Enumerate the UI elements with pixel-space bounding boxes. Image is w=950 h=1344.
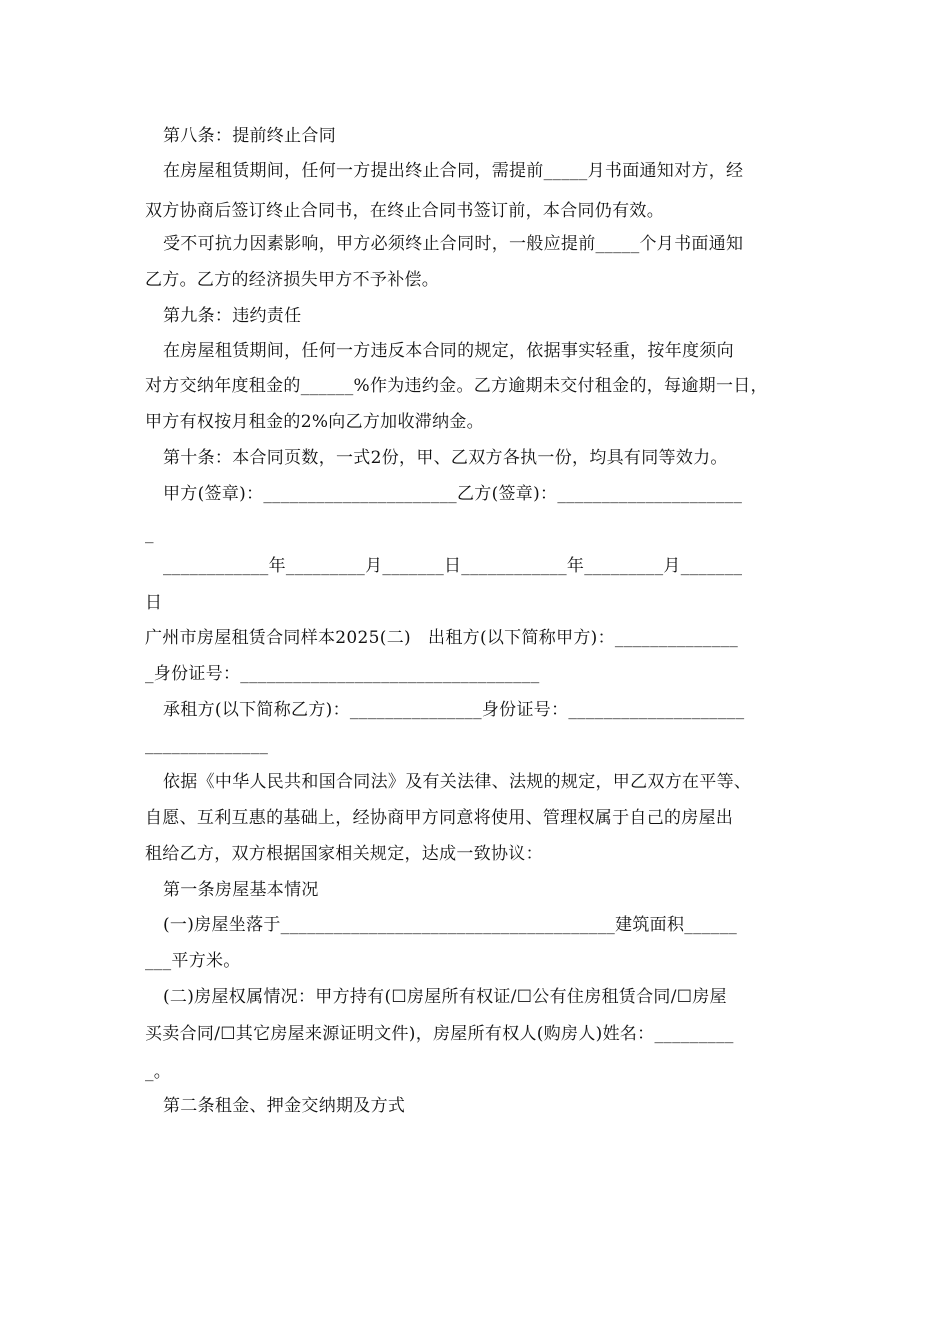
paragraph-line: ___平方米。 bbox=[145, 951, 241, 971]
paragraph-line: 双方协商后签订终止合同书，在终止合同书签订前，本合同仍有效。 bbox=[145, 201, 664, 221]
signature-line-continued: _ bbox=[145, 524, 154, 544]
article-1-heading: 第一条房屋基本情况 bbox=[163, 880, 319, 900]
contract-title-line: 广州市房屋租赁合同样本2025(二) 出租方(以下简称甲方)：______________ bbox=[145, 628, 739, 648]
date-line-continued: 日 bbox=[145, 593, 163, 613]
paragraph-line: (一)房屋坐落于______________________________________建筑面积______ bbox=[163, 915, 738, 935]
paragraph-line: 乙方。乙方的经济损失甲方不予补偿。 bbox=[145, 270, 440, 290]
lessee-line-continued: ______________ bbox=[145, 735, 269, 755]
article-10-line: 第十条：本合同页数，一式2份，甲、乙双方各执一份，均具有同等效力。 bbox=[163, 448, 728, 468]
paragraph-line: (二)房屋权属情况：甲方持有(☐房屋所有权证/☐公有住房租赁合同/☐房屋 bbox=[163, 987, 727, 1007]
lessee-line: 承租方(以下简称乙方)：_______________身份证号：____________________ bbox=[163, 700, 745, 720]
paragraph-line: 买卖合同/☐其它房屋来源证明文件)，房屋所有权人(购房人)姓名：_________ bbox=[145, 1024, 734, 1044]
preamble-line: 自愿、互利互惠的基础上，经协商甲方同意将使用、管理权属于自己的房屋出 bbox=[145, 808, 734, 828]
preamble-line: 租给乙方，双方根据国家相关规定，达成一致协议： bbox=[145, 844, 543, 864]
lessor-id-line: _身份证号：__________________________________ bbox=[145, 664, 540, 684]
paragraph-line: 在房屋租赁期间，任何一方提出终止合同，需提前_____月书面通知对方，经 bbox=[163, 161, 744, 181]
article-8-heading: 第八条：提前终止合同 bbox=[163, 126, 336, 146]
paragraph-line: _。 bbox=[145, 1062, 172, 1082]
signature-line: 甲方(签章)：______________________乙方(签章)：_____________________ bbox=[163, 484, 743, 504]
date-line: ____________年_________月_______日____________年_________月_______ bbox=[163, 556, 743, 576]
paragraph-line: 在房屋租赁期间，任何一方违反本合同的规定，依据事实轻重，按年度须向 bbox=[163, 341, 734, 361]
paragraph-line: 对方交纳年度租金的______%作为违约金。乙方逾期未交付租金的，每逾期一日， bbox=[145, 376, 768, 396]
paragraph-line: 甲方有权按月租金的2%向乙方加收滞纳金。 bbox=[145, 412, 484, 432]
article-9-heading: 第九条：违约责任 bbox=[163, 306, 302, 326]
preamble-line: 依据《中华人民共和国合同法》及有关法律、法规的规定，甲乙双方在平等、 bbox=[163, 772, 752, 792]
article-2-heading: 第二条租金、押金交纳期及方式 bbox=[163, 1096, 406, 1116]
paragraph-line: 受不可抗力因素影响，甲方必须终止合同时，一般应提前_____个月书面通知 bbox=[163, 234, 744, 254]
